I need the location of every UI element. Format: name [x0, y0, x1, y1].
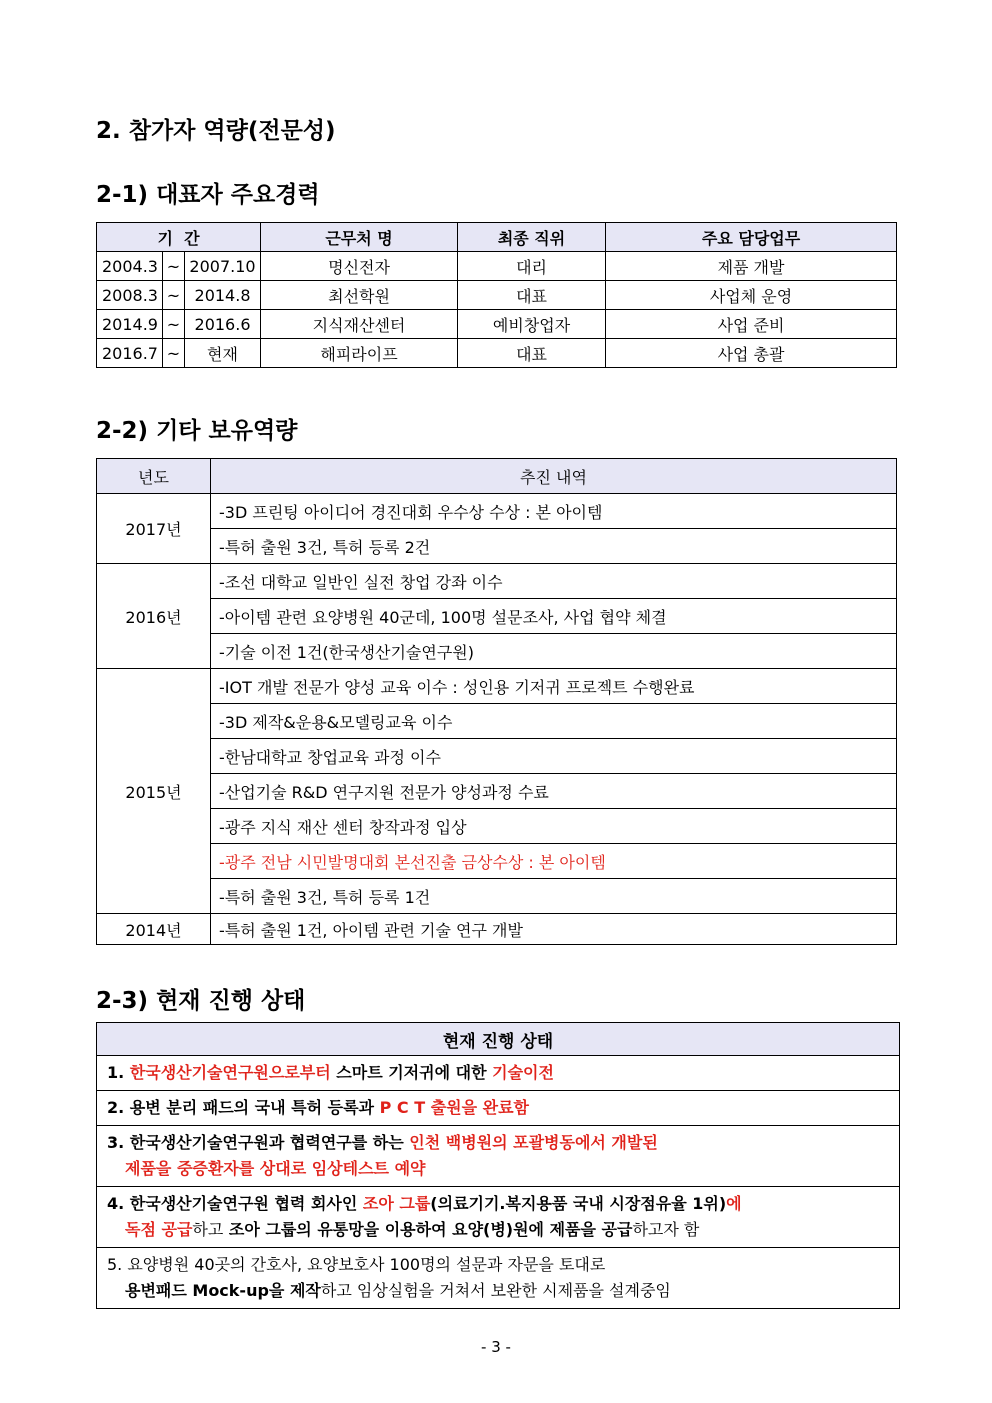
period-separator: ~	[163, 252, 185, 281]
status-item-4	[97, 1187, 900, 1248]
year-cell: 2017년	[97, 494, 211, 564]
list-item: -아이템 관련 요양병원 40군데, 100명 설문조사, 사업 협약 체결	[211, 599, 897, 634]
list-item: -산업기술 R&D 연구지원 전문가 양성과정 수료	[211, 774, 897, 809]
table-row	[97, 1091, 900, 1126]
duty: 사업 준비	[606, 310, 897, 339]
period-end: 현재	[185, 339, 261, 368]
position: 대표	[458, 281, 606, 310]
status-item-2	[97, 1091, 900, 1126]
period-start: 2004.3	[97, 252, 163, 281]
list-item: -특허 출원 3건, 특허 등록 1건	[211, 879, 897, 914]
status-text: 스마트 기저귀에 대한	[330, 1063, 493, 1082]
year-cell: 2016년	[97, 564, 211, 669]
status-header-row	[97, 1023, 900, 1056]
status-item-1	[97, 1056, 900, 1091]
duty: 사업 총괄	[606, 339, 897, 368]
header-workplace: 근무처 명	[261, 223, 458, 252]
career-title: 2-1) 대표자 주요경력	[96, 182, 320, 208]
list-item: -기술 이전 1건(한국생산기술연구원)	[211, 634, 897, 669]
status-text: 5. 요양병원 40곳의 간호사, 요양보호사 100명의 설문과 자문을 토대로	[107, 1255, 606, 1274]
table-row	[97, 1248, 900, 1309]
table-row	[97, 310, 897, 339]
status-highlight: 에	[726, 1194, 742, 1213]
duty: 사업체 운영	[606, 281, 897, 310]
capability-table	[96, 458, 897, 945]
list-item: -3D 제작&운용&모델링교육 이수	[211, 704, 897, 739]
year-cell: 2015년	[97, 669, 211, 914]
page-number: - 3 -	[481, 1338, 511, 1356]
table-row	[97, 669, 897, 704]
position: 대리	[458, 252, 606, 281]
career-header-row	[97, 223, 897, 252]
table-row	[97, 564, 897, 599]
header-duty: 주요 담당업무	[606, 223, 897, 252]
table-row	[97, 339, 897, 368]
period-start: 2014.9	[97, 310, 163, 339]
workplace: 해피라이프	[261, 339, 458, 368]
period-end: 2016.6	[185, 310, 261, 339]
status-text: 1.	[107, 1063, 130, 1082]
status-highlight: 한국생산기술연구원으로부터	[129, 1063, 331, 1082]
workplace: 최선학원	[261, 281, 458, 310]
list-item: -IOT 개발 전문가 양성 교육 이수 : 성인용 기저귀 프로젝트 수행완료	[211, 669, 897, 704]
table-row	[97, 634, 897, 669]
career-table	[96, 222, 897, 368]
status-text: 하고	[192, 1220, 224, 1239]
header-status: 현재 진행 상태	[97, 1023, 900, 1056]
table-row	[97, 599, 897, 634]
section-title: 2. 참가자 역량(전문성)	[96, 118, 336, 144]
workplace: 명신전자	[261, 252, 458, 281]
table-row	[97, 281, 897, 310]
header-year: 년도	[97, 459, 211, 494]
list-item: -한남대학교 창업교육 과정 이수	[211, 739, 897, 774]
workplace: 지식재산센터	[261, 310, 458, 339]
status-highlight: 제품을 중증환자를 상대로 임상테스트 예약	[125, 1159, 426, 1178]
table-row	[97, 252, 897, 281]
list-item-highlight: -광주 전남 시민발명대회 본선진출 금상수상 : 본 아이템	[211, 844, 897, 879]
header-details: 추진 내역	[211, 459, 897, 494]
list-item: -특허 출원 3건, 특허 등록 2건	[211, 529, 897, 564]
period-start: 2008.3	[97, 281, 163, 310]
status-table	[96, 1022, 900, 1309]
status-highlight: 독점 공급	[125, 1220, 193, 1239]
period-separator: ~	[163, 281, 185, 310]
status-text: (의료기기.복지용품 국내 시장점유율 1위)	[430, 1194, 727, 1213]
table-row	[97, 774, 897, 809]
list-item: -특허 출원 1건, 아이템 관련 기술 연구 개발	[211, 914, 897, 945]
status-text: 하고 임상실험을 거쳐서 보완한 시제품을 설계중임	[320, 1281, 671, 1300]
list-item: -조선 대학교 일반인 실전 창업 강좌 이수	[211, 564, 897, 599]
table-row	[97, 914, 897, 945]
table-row	[97, 879, 897, 914]
status-text: 4. 한국생산기술연구원 협력 회사인	[107, 1194, 363, 1213]
list-item: -3D 프린팅 아이디어 경진대회 우수상 수상 : 본 아이템	[211, 494, 897, 529]
header-period: 기 간	[97, 223, 261, 252]
position: 예비창업자	[458, 310, 606, 339]
status-highlight: 인천 백병원의 포괄병동에서 개발된	[409, 1133, 658, 1152]
status-text: 조아 그룹의 유통망을 이용하여 요양(병)원에 제품을 공급	[223, 1220, 633, 1239]
period-separator: ~	[163, 310, 185, 339]
status-text: 2. 용변 분리 패드의 국내 특허 등록과	[107, 1098, 380, 1117]
capability-header-row	[97, 459, 897, 494]
status-highlight: 조아 그룹	[362, 1194, 431, 1213]
table-row	[97, 1187, 900, 1248]
period-separator: ~	[163, 339, 185, 368]
list-item: -광주 지식 재산 센터 창작과정 입상	[211, 809, 897, 844]
capability-title: 2-2) 기타 보유역량	[96, 418, 298, 444]
table-row	[97, 494, 897, 529]
status-text: 하고자 함	[632, 1220, 700, 1239]
status-highlight: P C T 출원을 완료함	[379, 1098, 529, 1117]
table-row	[97, 739, 897, 774]
status-title: 2-3) 현재 진행 상태	[96, 988, 306, 1014]
period-start: 2016.7	[97, 339, 163, 368]
status-text: 용변패드 Mock-up을 제작	[125, 1281, 321, 1300]
table-row	[97, 529, 897, 564]
header-position: 최종 직위	[458, 223, 606, 252]
table-row	[97, 704, 897, 739]
period-end: 2014.8	[185, 281, 261, 310]
table-row	[97, 1056, 900, 1091]
status-highlight: 기술이전	[492, 1063, 554, 1082]
table-row	[97, 844, 897, 879]
position: 대표	[458, 339, 606, 368]
status-text: 3. 한국생산기술연구원과 협력연구를 하는	[107, 1133, 410, 1152]
status-item-3	[97, 1126, 900, 1187]
year-cell: 2014년	[97, 914, 211, 945]
duty: 제품 개발	[606, 252, 897, 281]
table-row	[97, 1126, 900, 1187]
period-end: 2007.10	[185, 252, 261, 281]
table-row	[97, 809, 897, 844]
status-item-5	[97, 1248, 900, 1309]
